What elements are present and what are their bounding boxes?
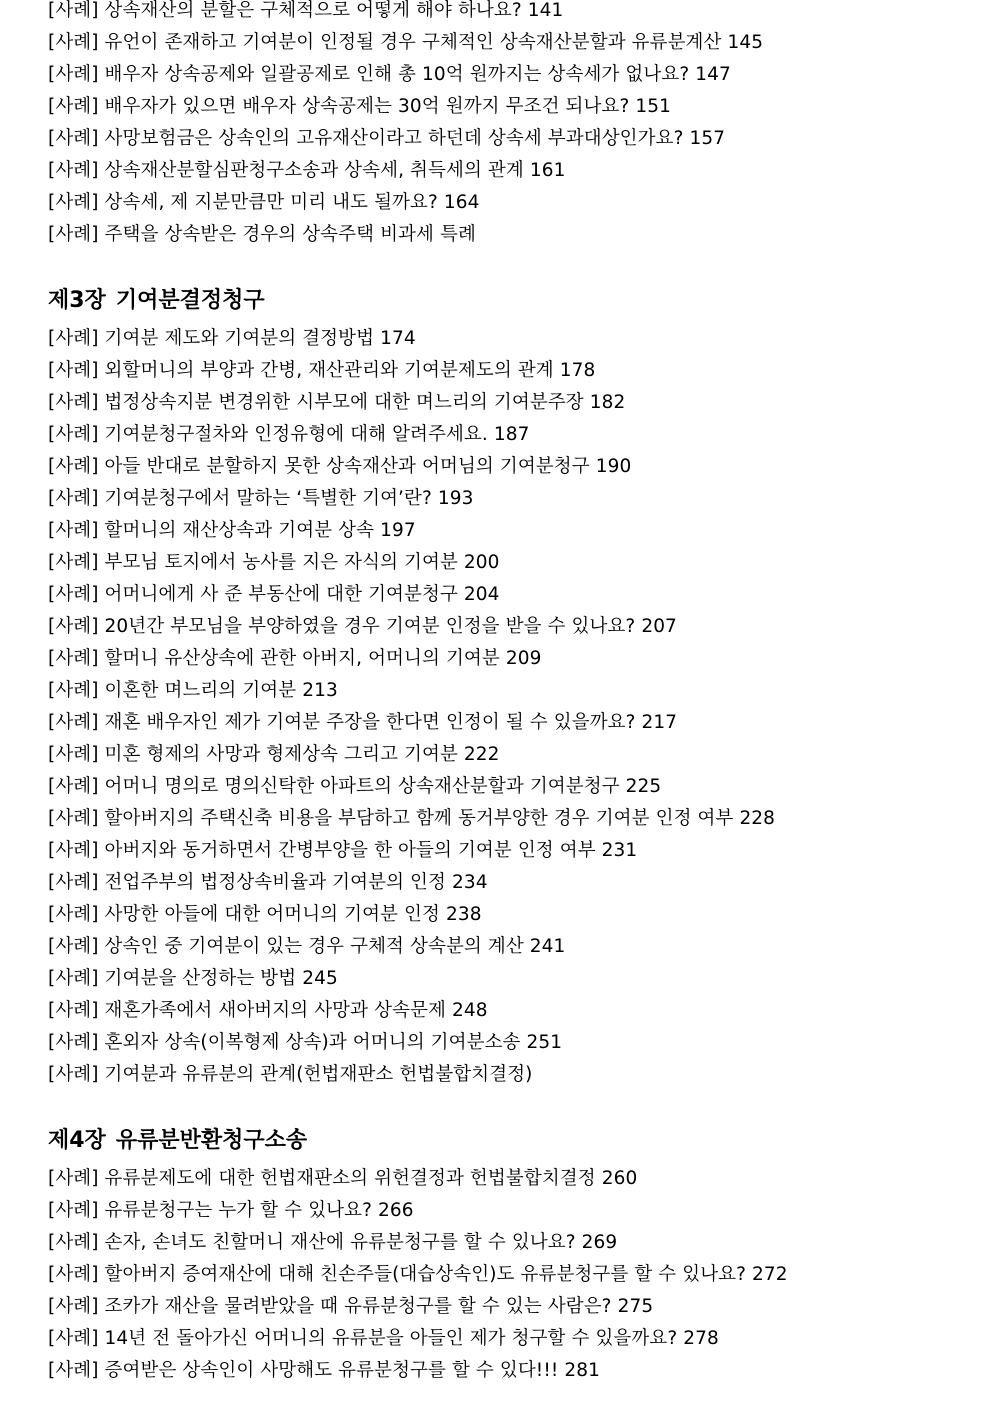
toc-entry: [사례] 상속재산의 분할은 구체적으로 어떻게 해야 하나요? 141 — [48, 0, 564, 21]
toc-entry: [사례] 혼외자 상속(이복형제 상속)과 어머니의 기여분소송 251 — [48, 1032, 563, 1053]
toc-entry: [사례] 할머니 유산상속에 관한 아버지, 어머니의 기여분 209 — [48, 648, 542, 669]
toc-entry: [사례] 법정상속지분 변경위한 시부모에 대한 며느리의 기여분주장 182 — [48, 392, 626, 413]
chapter-heading — [48, 284, 978, 318]
chapter-heading — [48, 1124, 978, 1158]
toc-entry: [사례] 유언이 존재하고 기여분이 인정될 경우 구체적인 상속재산분할과 유류분계산 145 — [48, 32, 764, 53]
toc-entry: [사례] 어머니 명의로 명의신탁한 아파트의 상속재산분할과 기여분청구 225 — [48, 776, 662, 797]
toc-entry: [사례] 미혼 형제의 사망과 형제상속 그리고 기여분 222 — [48, 744, 500, 765]
chapter-title: 유류분반환청구소송 — [115, 1128, 308, 1153]
toc-entry: [사례] 기여분청구절차와 인정유형에 대해 알려주세요. 187 — [48, 424, 530, 445]
toc-entry: [사례] 이혼한 며느리의 기여분 213 — [48, 680, 338, 701]
toc-entry: [사례] 할머니의 재산상속과 기여분 상속 197 — [48, 520, 416, 541]
toc-entry: [사례] 재혼가족에서 새아버지의 사망과 상속문제 248 — [48, 1000, 488, 1021]
chapter-number: 제4장 — [48, 1128, 106, 1153]
toc-entry: [사례] 유류분청구는 누가 할 수 있나요? 266 — [48, 1200, 414, 1221]
toc-entry: [사례] 할아버지의 주택신축 비용을 부담하고 함께 동거부양한 경우 기여분 인정 여부 228 — [48, 808, 776, 829]
toc-entry: [사례] 증여받은 상속인이 사망해도 유류분청구를 할 수 있다!!! 281 — [48, 1360, 600, 1381]
toc-section-chapter4 — [48, 1163, 978, 1387]
toc-entry: [사례] 배우자 상속공제와 일괄공제로 인해 총 10억 원까지는 상속세가 없나요? 147 — [48, 64, 731, 85]
toc-entry: [사례] 재혼 배우자인 제가 기여분 주장을 한다면 인정이 될 수 있을까요? 217 — [48, 712, 678, 733]
toc-entry: [사례] 할아버지 증여재산에 대해 친손주들(대습상속인)도 유류분청구를 할 수 있나요? 272 — [48, 1264, 788, 1285]
toc-entry: [사례] 아들 반대로 분할하지 못한 상속재산과 어머님의 기여분청구 190 — [48, 456, 632, 477]
toc-entry: [사례] 14년 전 돌아가신 어머니의 유류분을 아들인 제가 청구할 수 있을까요? 278 — [48, 1328, 719, 1349]
toc-entry: [사례] 기여분을 산정하는 방법 245 — [48, 968, 338, 989]
toc-entry: [사례] 기여분 제도와 기여분의 결정방법 174 — [48, 328, 416, 349]
toc-entry: [사례] 사망한 아들에 대한 어머니의 기여분 인정 238 — [48, 904, 482, 925]
toc-entry: [사례] 부모님 토지에서 농사를 지은 자식의 기여분 200 — [48, 552, 500, 573]
toc-section-chapter3 — [48, 323, 978, 1091]
toc-entry: [사례] 상속인 중 기여분이 있는 경우 구체적 상속분의 계산 241 — [48, 936, 566, 957]
toc-entry: [사례] 어머니에게 사 준 부동산에 대한 기여분청구 204 — [48, 584, 500, 605]
toc-entry: [사례] 배우자가 있으면 배우자 상속공제는 30억 원까지 무조건 되나요? 151 — [48, 96, 671, 117]
chapter-number: 제3장 — [48, 288, 106, 313]
toc-entry: [사례] 사망보험금은 상속인의 고유재산이라고 하던데 상속세 부과대상인가요? 157 — [48, 128, 726, 149]
toc-entry: [사례] 아버지와 동거하면서 간병부양을 한 아들의 기여분 인정 여부 231 — [48, 840, 638, 861]
toc-entry: [사례] 상속재산분할심판청구소송과 상속세, 취득세의 관계 161 — [48, 160, 566, 181]
toc-entry: [사례] 유류분제도에 대한 헌법재판소의 위헌결정과 헌법불합치결정 260 — [48, 1168, 638, 1189]
toc-entry: [사례] 주택을 상속받은 경우의 상속주택 비과세 특례 — [48, 224, 476, 245]
toc-entry: [사례] 기여분과 유류분의 관계(헌법재판소 헌법불합치결정) — [48, 1064, 533, 1085]
toc-entry: [사례] 20년간 부모님을 부양하였을 경우 기여분 인정을 받을 수 있나요? 207 — [48, 616, 677, 637]
chapter-title: 기여분결정청구 — [115, 288, 265, 313]
toc-entry: [사례] 전업주부의 법정상속비율과 기여분의 인정 234 — [48, 872, 488, 893]
toc-entry: [사례] 상속세, 제 지분만큼만 미리 내도 될까요? 164 — [48, 192, 480, 213]
toc-entry: [사례] 기여분청구에서 말하는 ‘특별한 기여’란? 193 — [48, 488, 474, 509]
toc-entry: [사례] 조카가 재산을 물려받았을 때 유류분청구를 할 수 있는 사람은? 275 — [48, 1296, 654, 1317]
toc-entry: [사례] 외할머니의 부양과 간병, 재산관리와 기여분제도의 관계 178 — [48, 360, 596, 381]
toc-entry: [사례] 손자, 손녀도 친할머니 재산에 유류분청구를 할 수 있나요? 269 — [48, 1232, 618, 1253]
toc-section-top — [48, 0, 978, 251]
